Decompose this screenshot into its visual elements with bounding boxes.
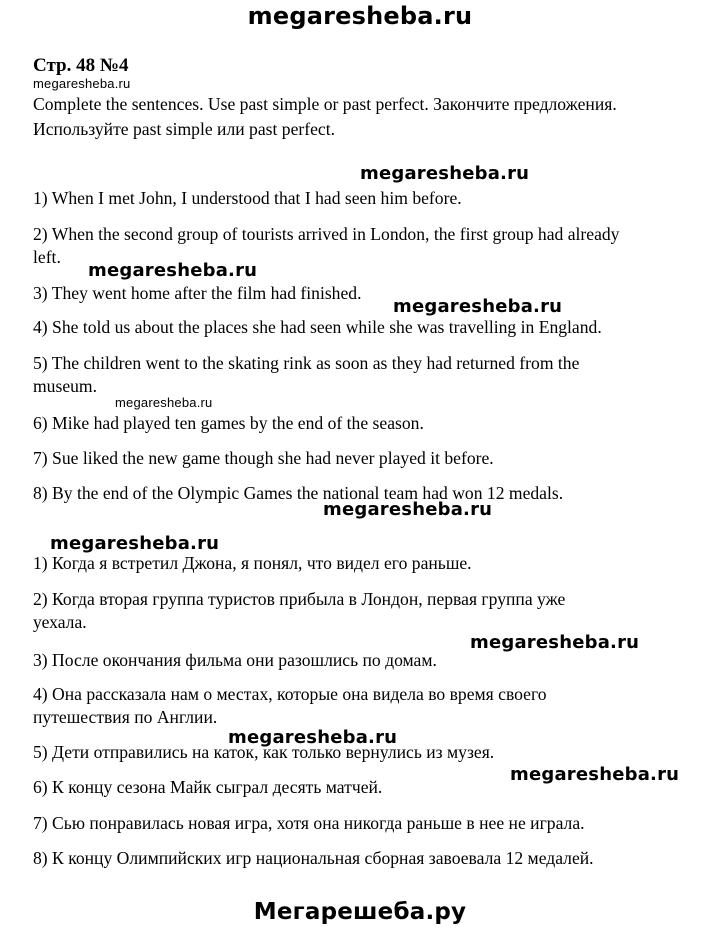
watermark: megaresheba.ru bbox=[88, 260, 258, 281]
russian-answer-2: 2) Когда вторая группа туристов прибыла в Лондон, первая группа уже bbox=[33, 589, 566, 609]
english-answer-6: 6) Mike had played ten games by the end of the season. bbox=[33, 413, 424, 433]
page-title: Стр. 48 №4 bbox=[33, 55, 129, 76]
english-answer-4: 4) She told us about the places she had seen while she was travelling in England. bbox=[33, 317, 602, 337]
watermark-bottom: Мегарешеба.ру bbox=[253, 899, 467, 925]
english-answer-2: 2) When the second group of tourists arrived in London, the first group had already bbox=[33, 224, 620, 244]
english-answer-1: 1) When I met John, I understood that I had seen him before. bbox=[33, 188, 462, 208]
watermark-top: megaresheba.ru bbox=[247, 2, 473, 30]
russian-answer-4: 4) Она рассказала нам о местах, которые она видела во время своего bbox=[33, 684, 547, 704]
watermark: megaresheba.ru bbox=[360, 163, 530, 184]
english-answer-5-cont: museum. bbox=[33, 376, 98, 396]
watermark: megaresheba.ru bbox=[50, 533, 220, 554]
russian-answer-4-cont: путешествия по Англии. bbox=[33, 707, 218, 727]
english-answer-7: 7) Sue liked the new game though she had never played it before. bbox=[33, 448, 494, 468]
russian-answer-7: 7) Сью понравилась новая игра, хотя она никогда раньше в нее не играла. bbox=[33, 813, 585, 833]
watermark: megaresheba.ru bbox=[510, 764, 680, 785]
watermark: megaresheba.ru bbox=[393, 296, 563, 317]
russian-answer-5: 5) Дети отправились на каток, как только вернулись из музея. bbox=[33, 742, 495, 762]
watermark-small: megaresheba.ru bbox=[115, 395, 213, 410]
russian-answer-8: 8) К концу Олимпийских игр национальная сборная завоевала 12 медалей. bbox=[33, 848, 594, 868]
watermark: megaresheba.ru bbox=[323, 499, 493, 520]
english-answer-2-cont: left. bbox=[33, 247, 61, 267]
watermark: megaresheba.ru bbox=[470, 632, 640, 653]
english-answer-3: 3) They went home after the film had finished. bbox=[33, 283, 362, 303]
russian-answer-3: 3) После окончания фильма они разошлись по домам. bbox=[33, 650, 437, 670]
watermark-small: megaresheba.ru bbox=[33, 76, 131, 91]
english-answer-5: 5) The children went to the skating rink as soon as they had returned from the bbox=[33, 353, 580, 373]
watermark: megaresheba.ru bbox=[228, 727, 398, 748]
english-answer-8: 8) By the end of the Olympic Games the national team had won 12 medals. bbox=[33, 483, 564, 503]
russian-answer-2-cont: уехала. bbox=[33, 612, 87, 632]
russian-answer-6: 6) К концу сезона Майк сыграл десять матчей. bbox=[33, 777, 383, 797]
instructions-line-2: Используйте past simple или past perfect. bbox=[33, 119, 336, 139]
russian-answer-1: 1) Когда я встретил Джона, я понял, что видел его раньше. bbox=[33, 553, 472, 573]
instructions-line-1: Complete the sentences. Use past simple or past perfect. Закончите предложения. bbox=[33, 94, 617, 114]
